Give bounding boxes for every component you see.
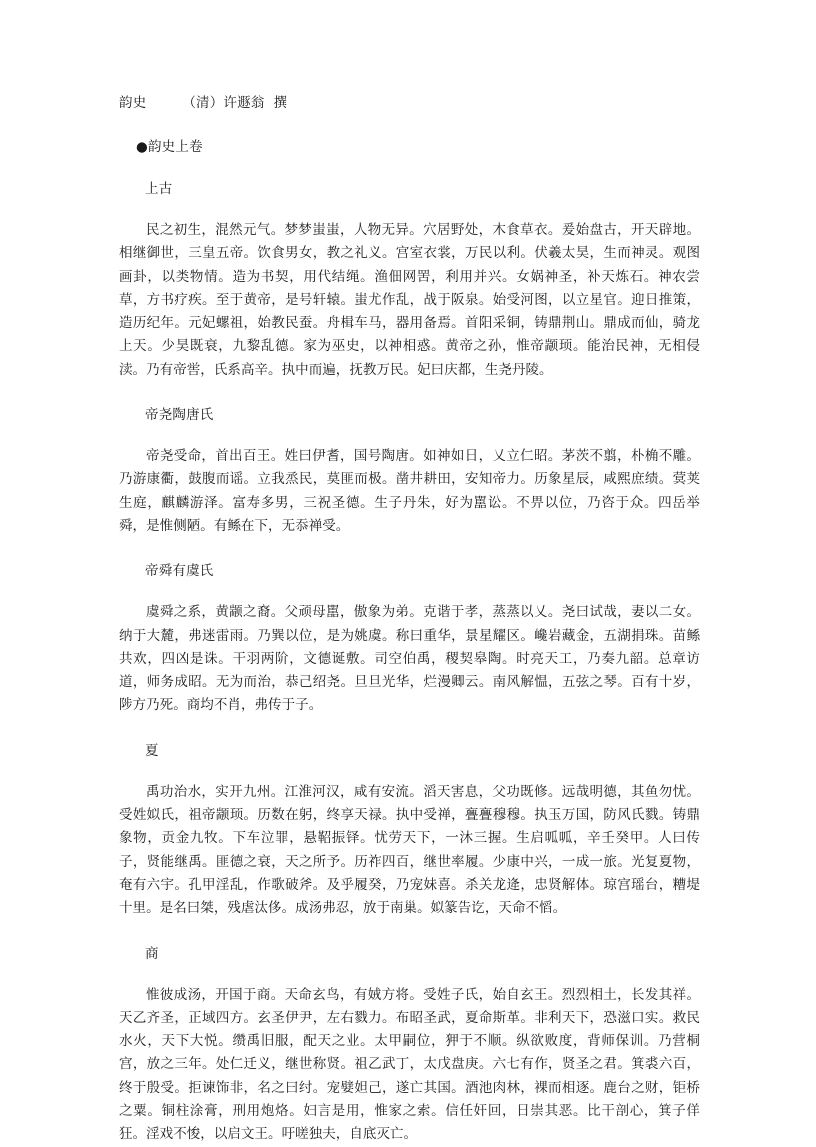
section-dishun-youyu [119, 561, 700, 717]
section-heading: 商 [145, 945, 159, 962]
volume-heading: ●韵史上卷 [136, 139, 203, 155]
section-diyao-taotang [119, 405, 700, 538]
document-title: 韵史 （清）许遯翁 撰 [119, 95, 288, 111]
section-body: 民之初生，混然元气。梦梦蚩蚩，人物无异。穴居野处，木食草衣。爰始盘古，开天辟地。相继御世，三皇五帝。饮食男女，教之礼义。宫室衣裳，万民以利。伏羲太昊，生而神灵。观图画卦，以类物情。造为书契，用代结绳。渔佃网罟，利用并兴。女娲神圣，补天炼石。神农尝草，方书疗疾。至于黄帝，是号轩辕。蚩尤作乱，战于阪泉。始受河图，以立星官。迎日推策，造历纪年。元妃螺祖，始教民蚕。舟楫车马，器用备焉。首阳采铜，铸鼎荆山。鼎成而仙，骑龙上天。少昊既衰，九黎乱德。家为巫史，以神相惑。黄帝之孙，惟帝颛顼。能治民神，无相侵渎。乃有帝喾，氏系高辛。执中而遍，抚教万民。妃曰庆都，生尧丹陵。 [119, 222, 700, 378]
section-body: 惟彼成汤，开国于商。天命玄鸟，有娀方将。受姓子氏，始自玄王。烈烈相土，长发其祥。天乙齐圣，正域四方。玄圣伊尹，左右戮力。布昭圣武，夏命斯革。非利天下，恐滋口实。救民水火，天下大悦。缵禹旧服，配天之业。太甲嗣位，狎于不顺。纵欲败度，背师保训。乃营桐宫，放之三年。处仁迁义，继世称贤。祖乙武丁，太戊盘庚。六七有作，贤圣之君。箕裘六百，终于殷受。拒谏饰非，名之曰纣。宠嬖妲己，遂亡其国。酒池肉林，裸而相逐。鹿台之财，钜桥之粟。铜柱涂膏，刑用炮烙。妇言是用，惟家之索。信任奸回，日崇其恶。比干剖心，箕子佯狂。淫戏不悛，以启文王。吁嗟独夫，自底灭亡。 [119, 986, 700, 1143]
section-heading: 上古 [145, 181, 173, 197]
section-shanggu [119, 179, 700, 382]
section-body: 帝尧受命，首出百王。姓曰伊耆，国号陶唐。如神如日，乂立仁昭。茅茨不翦，朴桷不雕。乃游康衢，鼓腹而谣。立我烝民，莫匪而极。凿井耕田，安知帝力。历象星辰，咸熙庶绩。蓂荚生庭，麒麟游泽。富寿多男，三祝圣德。生子丹朱，好为嚚讼。不畀以位，乃咨于众。四岳举舜，是惟侧陋。有鲧在下，无忝禅受。 [119, 448, 700, 534]
section-shang [119, 944, 700, 1147]
section-xia [119, 741, 700, 921]
section-heading: 夏 [145, 742, 159, 759]
section-body: 虞舜之系，黄颛之裔。父顽母嚚，傲象为弟。克谐于孝，蒸蒸以乂。尧曰试哉，妻以二女。纳于大麓，弗迷雷雨。乃巽以位，是为姚虞。称曰重华，景星耀区。巉岩藏金，五湖捐珠。苗鲧共欢，四凶是诛。干羽两阶，文德诞敷。司空伯禹，稷契皋陶。时亮天工，乃奏九韶。总章访道，师务成昭。无为而治，恭己绍尧。旦旦光华，烂漫卿云。南风解愠，五弦之琴。百有十岁，陟方乃死。商均不肖，弗传于子。 [119, 604, 700, 714]
section-body: 禹功治水，实开九州。江淮河汉，咸有安流。滔天害息，父功既修。远哉明德，其鱼勿忧。受姓姒氏，祖帝颛顼。历数在躬，终享天禄。执中受禅，亹亹穆穆。执玉万国，防风氏戮。铸鼎象物，贡金九牧。下车泣罪，悬鞀振铎。忧劳天下，一沐三握。生启呱呱，辛壬癸甲。人曰传子，贤能继禹。匪德之衰，天之所予。历祚四百，继世率履。少康中兴，一成一旅。光复夏物，奄有六宇。孔甲淫乱，作歌破斧。及乎履癸，乃宠妹喜。杀关龙逄，忠贤解体。琼宫瑶台，糟堤十里。是名曰桀，残虐汰侈。成汤弗忍，放于南巢。姒篆告讫，天命不慆。 [119, 783, 700, 917]
section-heading: 帝尧陶唐氏 [145, 407, 214, 424]
section-heading: 帝舜有虞氏 [145, 563, 214, 580]
